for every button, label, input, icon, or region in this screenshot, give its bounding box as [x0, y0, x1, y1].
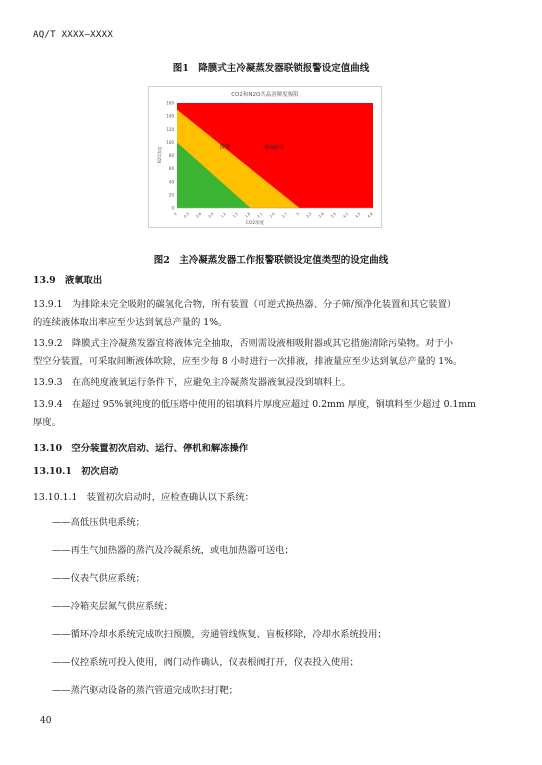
x-tick-label: 4.5	[354, 211, 362, 219]
x-tick-label: 1.2	[219, 211, 227, 219]
list-item: ——高低压供电系统；	[52, 517, 145, 528]
para-13-9-1-line2: 的连续液体取出率应至少达到氧总产量的 1%。	[33, 317, 228, 328]
x-axis-label: CO2浓度	[245, 221, 265, 226]
x-tick-label: 4.8	[366, 211, 374, 219]
y-tick-label: 80	[168, 153, 174, 158]
x-tick-label: 0.9	[207, 211, 215, 219]
region-label-alarm: 报警	[219, 144, 230, 151]
y-tick-label: 20	[168, 192, 174, 198]
list-item: ——仪控系统可投入使用，阀门动作确认，仪表根阀打开，仪表投入使用；	[52, 657, 359, 668]
x-tick-label: 0	[173, 211, 178, 217]
x-tick-label: 0.6	[195, 211, 203, 219]
x-tick-label: 3.3	[305, 211, 313, 219]
x-tick-label: 3.9	[330, 211, 337, 219]
y-tick-label: 140	[166, 113, 174, 119]
section-13-10-heading: 13.10 空分装置初次启动、运行、停机和解冻操作	[33, 443, 249, 454]
y-tick-label: 100	[166, 139, 174, 145]
eutectic-limit-chart	[149, 87, 381, 227]
x-tick-label: 2.1	[256, 211, 264, 219]
y-tick-label: 120	[166, 126, 174, 132]
x-tick-label: 0.3	[183, 211, 190, 219]
section-13-9-heading: 13.9 液氧取出	[33, 275, 103, 286]
section-13-10-1-heading: 13.10.1 初次启动	[33, 466, 119, 477]
list-item: ——冷箱夹层氮气供应系统；	[52, 601, 173, 612]
y-tick-label: 0	[171, 205, 174, 211]
chart-title: CO2和N2O共晶溶解度极限	[231, 92, 299, 98]
page-number: 40	[40, 716, 52, 726]
standard-code: AQ/T XXXX—XXXX	[33, 30, 114, 40]
chart-container	[148, 86, 382, 228]
list-item: ——再生气加热器的蒸汽及冷凝系统，或电加热器可送电；	[52, 545, 294, 556]
x-tick-label: 3.6	[317, 211, 325, 219]
para-13-10-1-1: 13.10.1.1 装置初次启动时，应检查确认以下系统：	[33, 492, 254, 503]
y-tick-label: 60	[168, 166, 174, 172]
x-tick-label: 4.2	[342, 211, 350, 219]
para-13-9-3: 13.9.3 在高纯度液氧运行条件下，应避免主冷凝蒸发器液氧浸没到填料上。	[33, 377, 351, 388]
y-axis-label: N2O浓度	[157, 146, 162, 164]
region-label-shutdown: 联锁停车	[264, 144, 285, 151]
list-item: ——蒸汽驱动设备的蒸汽管道完成吹扫打靶；	[52, 685, 238, 696]
x-tick-label: 3	[295, 211, 301, 217]
list-item: ——循环冷却水系统完成吹扫预膜，旁通管线恢复、盲板移除，冷却水系统投用；	[52, 629, 387, 640]
figure-2-caption: 图2 主冷凝蒸发器工作报警联锁设定值类型的设定曲线	[153, 255, 389, 266]
figure-1-caption: 图1 降膜式主冷凝蒸发器联锁报警设定值曲线	[172, 63, 370, 74]
list-item: ——仪表气供应系统；	[52, 573, 145, 584]
x-tick-label: 2.7	[281, 211, 288, 219]
para-13-9-2-line2: 型空分装置，可采取间断液体吹除，应至少每 8 小时进行一次排液，排液量应至少达到氧总产量的 1%。	[33, 356, 463, 367]
y-tick-label: 40	[168, 179, 174, 185]
y-tick-label: 160	[166, 100, 174, 106]
para-13-9-1-line1: 13.9.1 为排除未完全吸附的碳氢化合物，所有装置（可逆式换热器、分子筛/预净化装置和其它装置）	[33, 299, 457, 310]
para-13-9-2-line1: 13.9.2 降膜式主冷凝蒸发器宜将液体完全抽取，否则需设液相吸附器或其它措施清除污染物。对于小	[33, 338, 454, 349]
para-13-9-4-line1: 13.9.4 在超过 95%氧纯度的低压塔中使用的铝填料片厚度应超过 0.2mm 厚度，铜填料至少超过 0.1mm	[33, 399, 476, 410]
x-tick-label: 2.4	[268, 211, 276, 219]
x-tick-label: 1.5	[232, 211, 239, 219]
para-13-9-4-line2: 厚度。	[33, 417, 61, 428]
x-tick-label: 1.8	[244, 211, 252, 219]
